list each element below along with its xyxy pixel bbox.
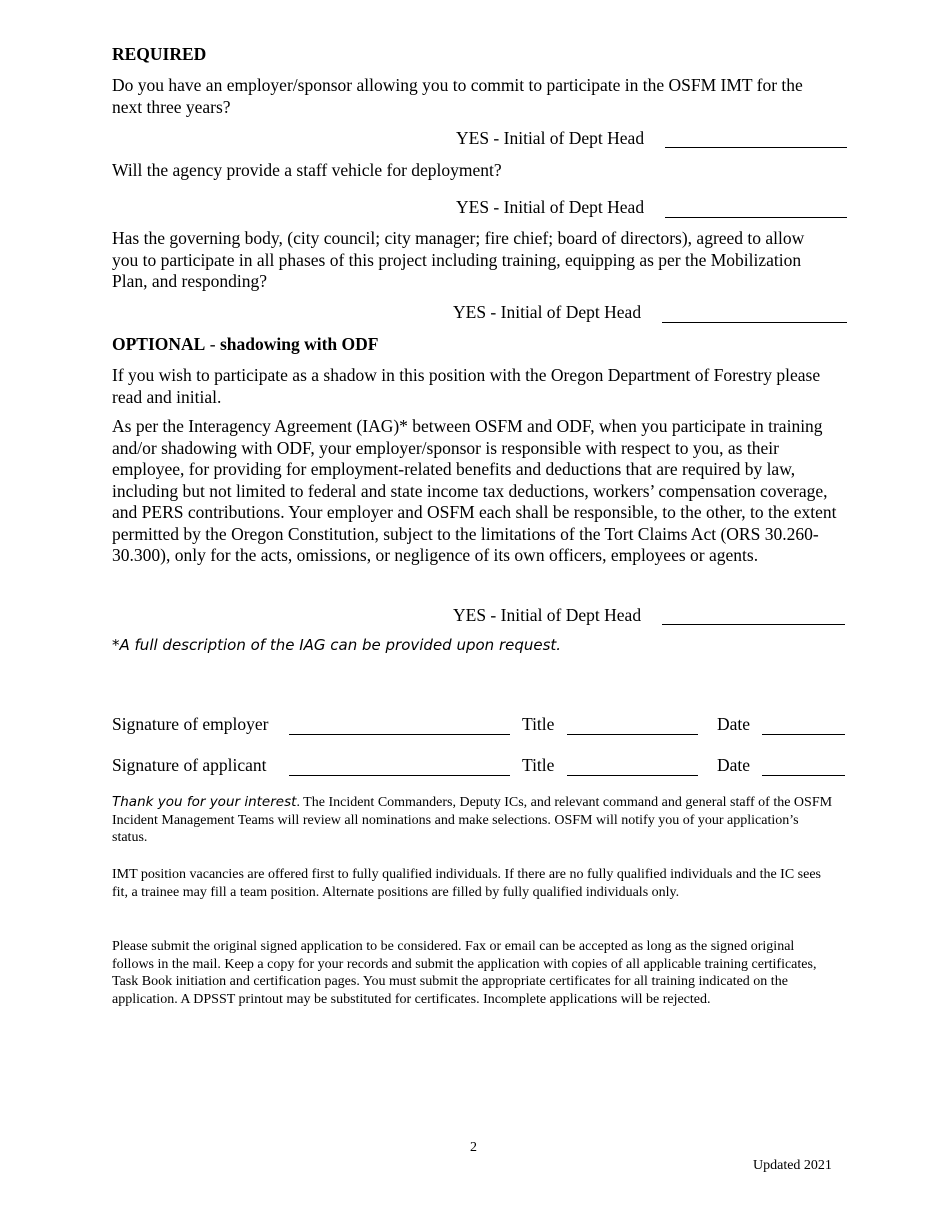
- yes-initial-label-3: YES - Initial of Dept Head: [453, 302, 642, 322]
- optional-heading: [112, 334, 378, 356]
- optional-heading-rest: shadowing with ODF: [219, 334, 379, 354]
- optional-heading-bold: OPTIONAL: [112, 334, 206, 354]
- initial-field-4[interactable]: [662, 624, 845, 625]
- optional-intro: If you wish to participate as a shadow in this position with the Oregon Department of Forestry please read and initial.: [112, 365, 821, 407]
- initial-field-3[interactable]: [662, 322, 847, 323]
- yes-initial-label-2: YES - Initial of Dept Head: [456, 197, 645, 217]
- employer-signature-field[interactable]: [289, 734, 510, 735]
- yes-initial-label-4: YES - Initial of Dept Head: [453, 605, 642, 625]
- updated-year: Updated 2021: [753, 1158, 832, 1173]
- vacancies-note: IMT position vacancies are offered first to fully qualified individuals. If there are no fully qualified individuals and the IC sees fit, a trainee may fill a team position. Alternate positions are filled by fully qualified individuals only.: [112, 867, 822, 900]
- iag-agreement-paragraph: As per the Interagency Agreement (IAG)* between OSFM and ODF, when you participate in training and/or shadowing with ODF, your employer/sponsor is responsible with respect to you, as their employee, for providing for employment-related benefits and deductions that are required by law, including but not limited to federal and state income tax deductions, workers’ compensation coverage, and PERS contributions. Your employer and OSFM each shall be responsible, to the other, to the extent permitted by the Oregon Constitution, subject to the limitations of the Tort Claims Act (ORS 30.260-30.300), only for the acts, omissions, or negligence of its own officers, employees or agents.: [112, 416, 837, 565]
- initial-field-2[interactable]: [665, 217, 847, 218]
- employer-date-label: Date: [717, 714, 751, 734]
- initial-field-1[interactable]: [665, 147, 847, 148]
- yes-initial-label-1: YES - Initial of Dept Head: [456, 128, 645, 148]
- employer-signature-label: Signature of employer: [112, 714, 269, 734]
- optional-heading-sep: -: [205, 334, 220, 354]
- iag-footnote: *A full description of the IAG can be provided upon request.: [112, 636, 562, 654]
- question-staff-vehicle: Will the agency provide a staff vehicle for deployment?: [112, 160, 502, 180]
- applicant-signature-label: Signature of applicant: [112, 755, 267, 775]
- applicant-title-field[interactable]: [567, 775, 698, 776]
- employer-title-label: Title: [522, 714, 555, 734]
- applicant-title-label: Title: [522, 755, 555, 775]
- required-heading: REQUIRED: [112, 44, 207, 64]
- applicant-date-field[interactable]: [762, 775, 845, 776]
- page-number: 2: [470, 1140, 477, 1155]
- question-employer-commitment: Do you have an employer/sponsor allowing you to commit to participate in the OSFM IMT for the next three years?: [112, 75, 803, 117]
- applicant-signature-field[interactable]: [289, 775, 510, 776]
- applicant-date-label: Date: [717, 755, 751, 775]
- employer-date-field[interactable]: [762, 734, 845, 735]
- thank-you-rest: . The Incident Commanders, Deputy ICs, and relevant command and general staff of the OSFM Incident Management Teams will review all nominations and make selections. OSFM will notify you of your application’s status.: [112, 795, 833, 845]
- submission-instructions: Please submit the original signed application to be considered. Fax or email can be accepted as long as the signed original follows in the mail. Keep a copy for your records and submit the application with copies of all applicable training certificates, Task Book initiation and certification pages. You must submit the appropriate certificates for all training indicated on the application. A DPSST printout may be substituted for certificates. Incomplete applications will be rejected.: [112, 939, 817, 1007]
- employer-title-field[interactable]: [567, 734, 698, 735]
- question-governing-body: Has the governing body, (city council; city manager; fire chief; board of directors), agreed to allow you to participate in all phases of this project including training, equipping as per the Mobilization Plan, and responding?: [112, 228, 805, 291]
- thank-you-italic: Thank you for your interest: [112, 794, 297, 810]
- thank-you-note: [112, 794, 837, 847]
